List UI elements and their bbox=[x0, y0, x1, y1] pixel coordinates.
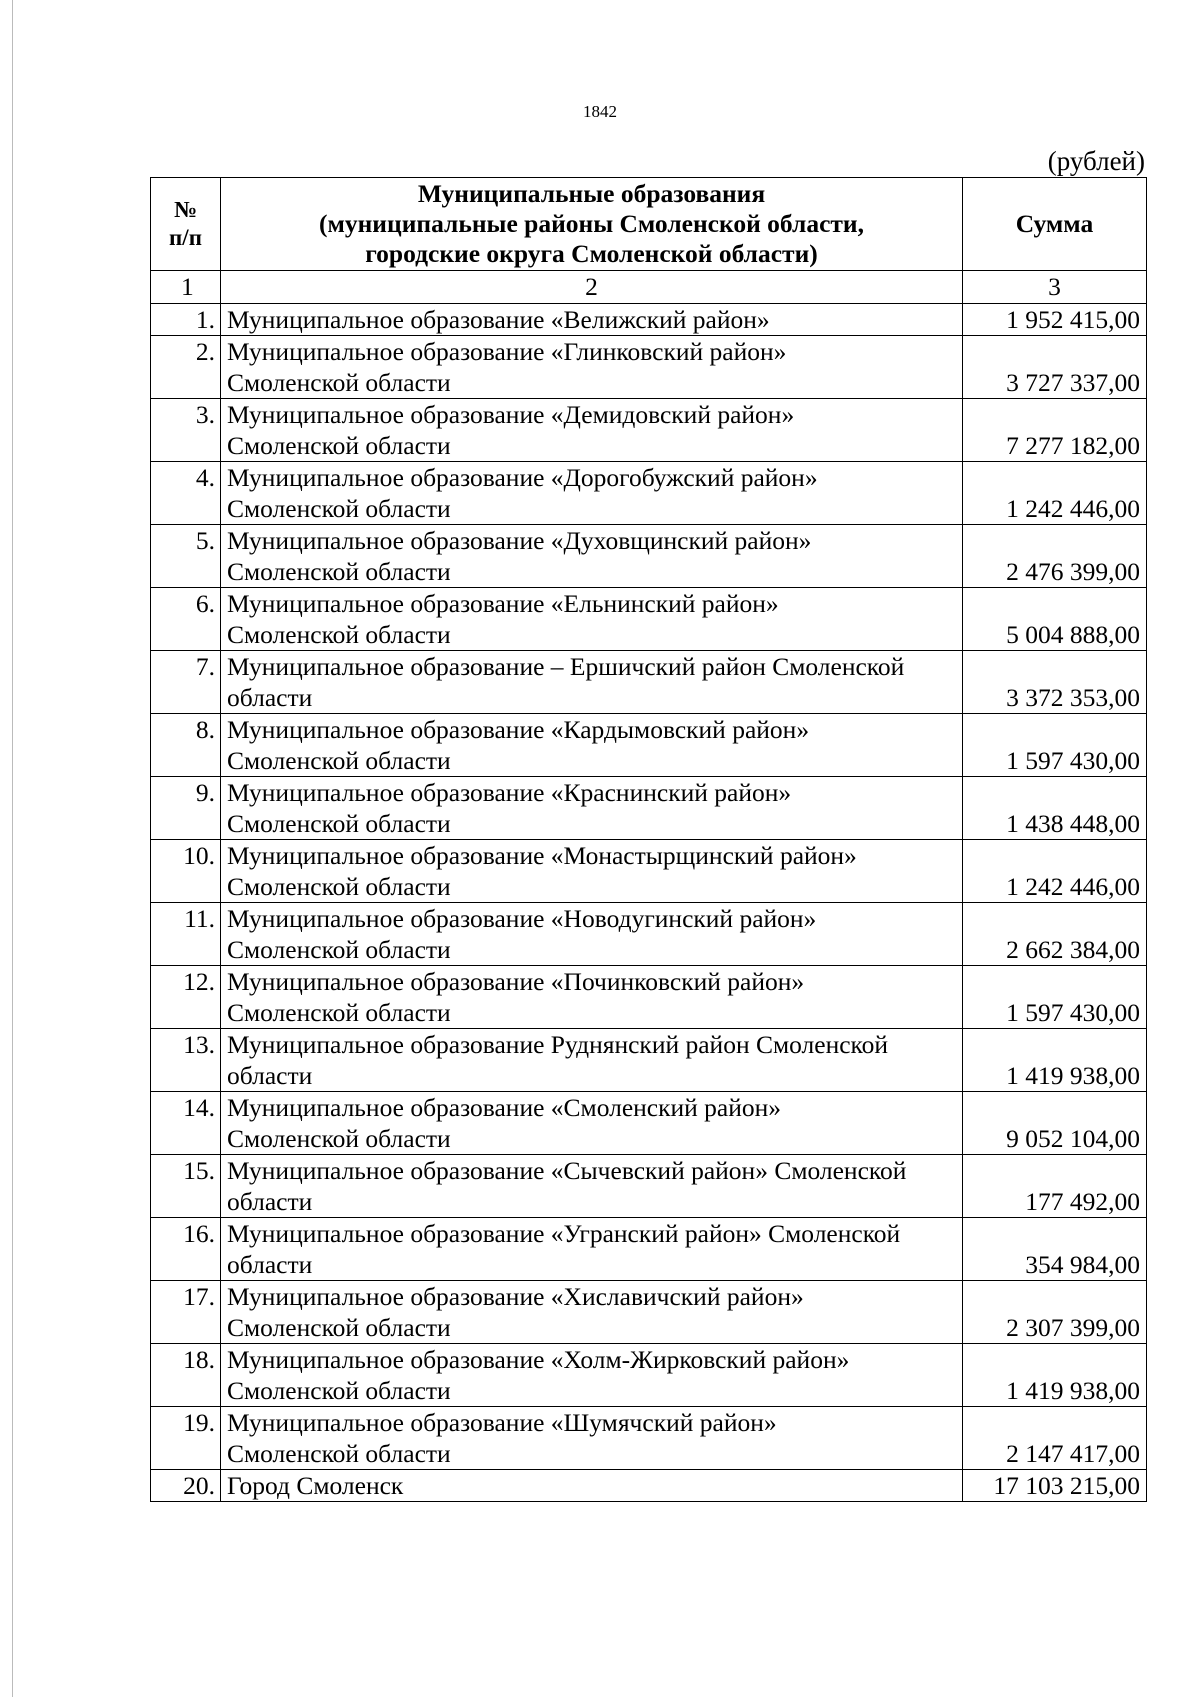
row-number: 14. bbox=[151, 1092, 221, 1155]
row-sum: 1 952 415,00 bbox=[963, 304, 1147, 336]
header-number-abbrev: п/п bbox=[169, 225, 202, 250]
municipality-name-line2: области bbox=[227, 1061, 313, 1090]
header-municipality-line3: городские округа Смоленской области) bbox=[365, 239, 818, 268]
municipality-name-line1: Муниципальное образование «Угранский район» Смоленской bbox=[227, 1219, 901, 1248]
column-index-row bbox=[151, 271, 1147, 304]
table-body bbox=[151, 304, 1147, 1502]
table-row bbox=[151, 840, 1147, 903]
row-sum: 1 438 448,00 bbox=[963, 777, 1147, 840]
page-number: 1842 bbox=[583, 102, 617, 121]
municipality-name-line1: Муниципальное образование «Кардымовский район» bbox=[227, 715, 810, 744]
row-sum: 3 372 353,00 bbox=[963, 651, 1147, 714]
row-number: 18. bbox=[151, 1344, 221, 1407]
row-sum: 1 597 430,00 bbox=[963, 966, 1147, 1029]
municipality-name-line1: Муниципальное образование «Починковский район» bbox=[227, 967, 805, 996]
municipality-name-line1: Муниципальное образование «Демидовский район» bbox=[227, 400, 795, 429]
municipality-name-line1: Муниципальное образование «Велижский район» bbox=[227, 305, 770, 334]
table-row bbox=[151, 588, 1147, 651]
table-row bbox=[151, 1470, 1147, 1502]
municipality-name-line2: Смоленской области bbox=[227, 935, 451, 964]
column-index-1: 1 bbox=[151, 271, 221, 304]
municipality-name-line2: области bbox=[227, 1250, 313, 1279]
municipality-name bbox=[221, 1344, 963, 1407]
municipality-name bbox=[221, 714, 963, 777]
municipality-name bbox=[221, 1092, 963, 1155]
municipality-name-line1: Муниципальное образование «Краснинский район» bbox=[227, 778, 792, 807]
municipality-name-line2: Смоленской области bbox=[227, 431, 451, 460]
municipality-name bbox=[221, 1155, 963, 1218]
municipality-name-line2: Смоленской области bbox=[227, 872, 451, 901]
row-number: 20. bbox=[151, 1470, 221, 1502]
municipality-name-line1: Муниципальное образование «Монастырщинский район» bbox=[227, 841, 857, 870]
municipality-name-line2: Смоленской области bbox=[227, 1313, 451, 1342]
table-row bbox=[151, 525, 1147, 588]
row-number: 17. bbox=[151, 1281, 221, 1344]
row-number: 16. bbox=[151, 1218, 221, 1281]
municipality-name-line2: Смоленской области bbox=[227, 809, 451, 838]
row-number: 3. bbox=[151, 399, 221, 462]
row-number: 6. bbox=[151, 588, 221, 651]
municipality-name-line2: Смоленской области bbox=[227, 620, 451, 649]
municipality-name-line1: Муниципальное образование «Холм-Жирковский район» bbox=[227, 1345, 850, 1374]
municipality-name-line1: Муниципальное образование Руднянский район Смоленской bbox=[227, 1030, 889, 1059]
scan-edge-line bbox=[12, 0, 13, 1697]
municipality-name bbox=[221, 1029, 963, 1092]
row-sum: 177 492,00 bbox=[963, 1155, 1147, 1218]
row-sum: 2 147 417,00 bbox=[963, 1407, 1147, 1470]
header-municipality-line2: (муниципальные районы Смоленской области, bbox=[319, 209, 864, 238]
row-sum: 9 052 104,00 bbox=[963, 1092, 1147, 1155]
municipality-name-line2: области bbox=[227, 1187, 313, 1216]
row-sum: 1 419 938,00 bbox=[963, 1029, 1147, 1092]
column-index-2: 2 bbox=[221, 271, 963, 304]
header-municipality bbox=[221, 178, 963, 271]
table-row bbox=[151, 304, 1147, 336]
municipality-name-line1: Муниципальное образование «Шумячский район» bbox=[227, 1408, 777, 1437]
row-number: 9. bbox=[151, 777, 221, 840]
municipality-name bbox=[221, 588, 963, 651]
header-number-symbol: № bbox=[173, 197, 198, 222]
municipality-name-line1: Город Смоленск bbox=[227, 1471, 404, 1500]
table-row bbox=[151, 462, 1147, 525]
table-row bbox=[151, 336, 1147, 399]
table-row bbox=[151, 651, 1147, 714]
municipality-name bbox=[221, 651, 963, 714]
row-sum: 2 662 384,00 bbox=[963, 903, 1147, 966]
row-sum: 354 984,00 bbox=[963, 1218, 1147, 1281]
municipality-name-line1: Муниципальное образование – Ершичский район Смоленской bbox=[227, 652, 905, 681]
row-number: 15. bbox=[151, 1155, 221, 1218]
municipality-name-line2: Смоленской области bbox=[227, 368, 451, 397]
row-sum: 3 727 337,00 bbox=[963, 336, 1147, 399]
municipality-name-line1: Муниципальное образование «Дорогобужский район» bbox=[227, 463, 818, 492]
table-row bbox=[151, 903, 1147, 966]
municipality-name bbox=[221, 462, 963, 525]
municipality-name-line1: Муниципальное образование «Глинковский район» bbox=[227, 337, 787, 366]
row-sum: 2 476 399,00 bbox=[963, 525, 1147, 588]
row-number: 12. bbox=[151, 966, 221, 1029]
municipality-name-line2: Смоленской области bbox=[227, 746, 451, 775]
row-number: 19. bbox=[151, 1407, 221, 1470]
row-number: 1. bbox=[151, 304, 221, 336]
municipality-name-line2: Смоленской области bbox=[227, 557, 451, 586]
row-number: 11. bbox=[151, 903, 221, 966]
table-row bbox=[151, 1344, 1147, 1407]
row-sum: 5 004 888,00 bbox=[963, 588, 1147, 651]
municipality-name bbox=[221, 525, 963, 588]
municipality-name bbox=[221, 903, 963, 966]
row-sum: 1 242 446,00 bbox=[963, 840, 1147, 903]
table-row bbox=[151, 966, 1147, 1029]
row-number: 10. bbox=[151, 840, 221, 903]
row-sum: 1 419 938,00 bbox=[963, 1344, 1147, 1407]
header-number bbox=[151, 178, 221, 271]
municipality-name-line2: Смоленской области bbox=[227, 998, 451, 1027]
row-sum: 7 277 182,00 bbox=[963, 399, 1147, 462]
row-number: 13. bbox=[151, 1029, 221, 1092]
municipality-name bbox=[221, 1470, 963, 1502]
municipality-name-line1: Муниципальное образование «Хиславичский район» bbox=[227, 1282, 804, 1311]
row-number: 2. bbox=[151, 336, 221, 399]
row-sum: 17 103 215,00 bbox=[963, 1470, 1147, 1502]
row-number: 8. bbox=[151, 714, 221, 777]
table-row bbox=[151, 1092, 1147, 1155]
row-sum: 1 242 446,00 bbox=[963, 462, 1147, 525]
table-row bbox=[151, 1407, 1147, 1470]
row-number: 4. bbox=[151, 462, 221, 525]
municipality-name bbox=[221, 840, 963, 903]
municipality-name bbox=[221, 1281, 963, 1344]
table-row bbox=[151, 399, 1147, 462]
municipality-name-line1: Муниципальное образование «Сычевский район» Смоленской bbox=[227, 1156, 907, 1185]
municipality-name-line1: Муниципальное образование «Ельнинский район» bbox=[227, 589, 779, 618]
row-sum: 2 307 399,00 bbox=[963, 1281, 1147, 1344]
municipality-name bbox=[221, 304, 963, 336]
municipality-name-line1: Муниципальное образование «Духовщинский район» bbox=[227, 526, 812, 555]
municipality-name bbox=[221, 336, 963, 399]
table-row bbox=[151, 777, 1147, 840]
header-sum: Сумма bbox=[963, 178, 1147, 271]
municipality-name bbox=[221, 777, 963, 840]
table-row bbox=[151, 1155, 1147, 1218]
table-row bbox=[151, 714, 1147, 777]
municipality-name bbox=[221, 399, 963, 462]
municipality-name-line2: Смоленской области bbox=[227, 494, 451, 523]
table-row bbox=[151, 1029, 1147, 1092]
row-number: 5. bbox=[151, 525, 221, 588]
municipality-name-line2: области bbox=[227, 683, 313, 712]
row-sum: 1 597 430,00 bbox=[963, 714, 1147, 777]
municipality-name bbox=[221, 966, 963, 1029]
currency-unit-label: (рублей) bbox=[1047, 146, 1145, 176]
municipality-name-line2: Смоленской области bbox=[227, 1124, 451, 1153]
municipality-name bbox=[221, 1218, 963, 1281]
row-number: 7. bbox=[151, 651, 221, 714]
table-row bbox=[151, 1281, 1147, 1344]
municipality-name-line2: Смоленской области bbox=[227, 1376, 451, 1405]
municipality-name-line1: Муниципальное образование «Смоленский район» bbox=[227, 1093, 782, 1122]
header-municipality-line1: Муниципальные образования bbox=[417, 179, 766, 208]
column-index-3: 3 bbox=[963, 271, 1147, 304]
allocation-table bbox=[150, 177, 1147, 1502]
municipality-name-line1: Муниципальное образование «Новодугинский район» bbox=[227, 904, 817, 933]
municipality-name-line2: Смоленской области bbox=[227, 1439, 451, 1468]
table-header-row bbox=[151, 178, 1147, 271]
municipality-name bbox=[221, 1407, 963, 1470]
table-row bbox=[151, 1218, 1147, 1281]
